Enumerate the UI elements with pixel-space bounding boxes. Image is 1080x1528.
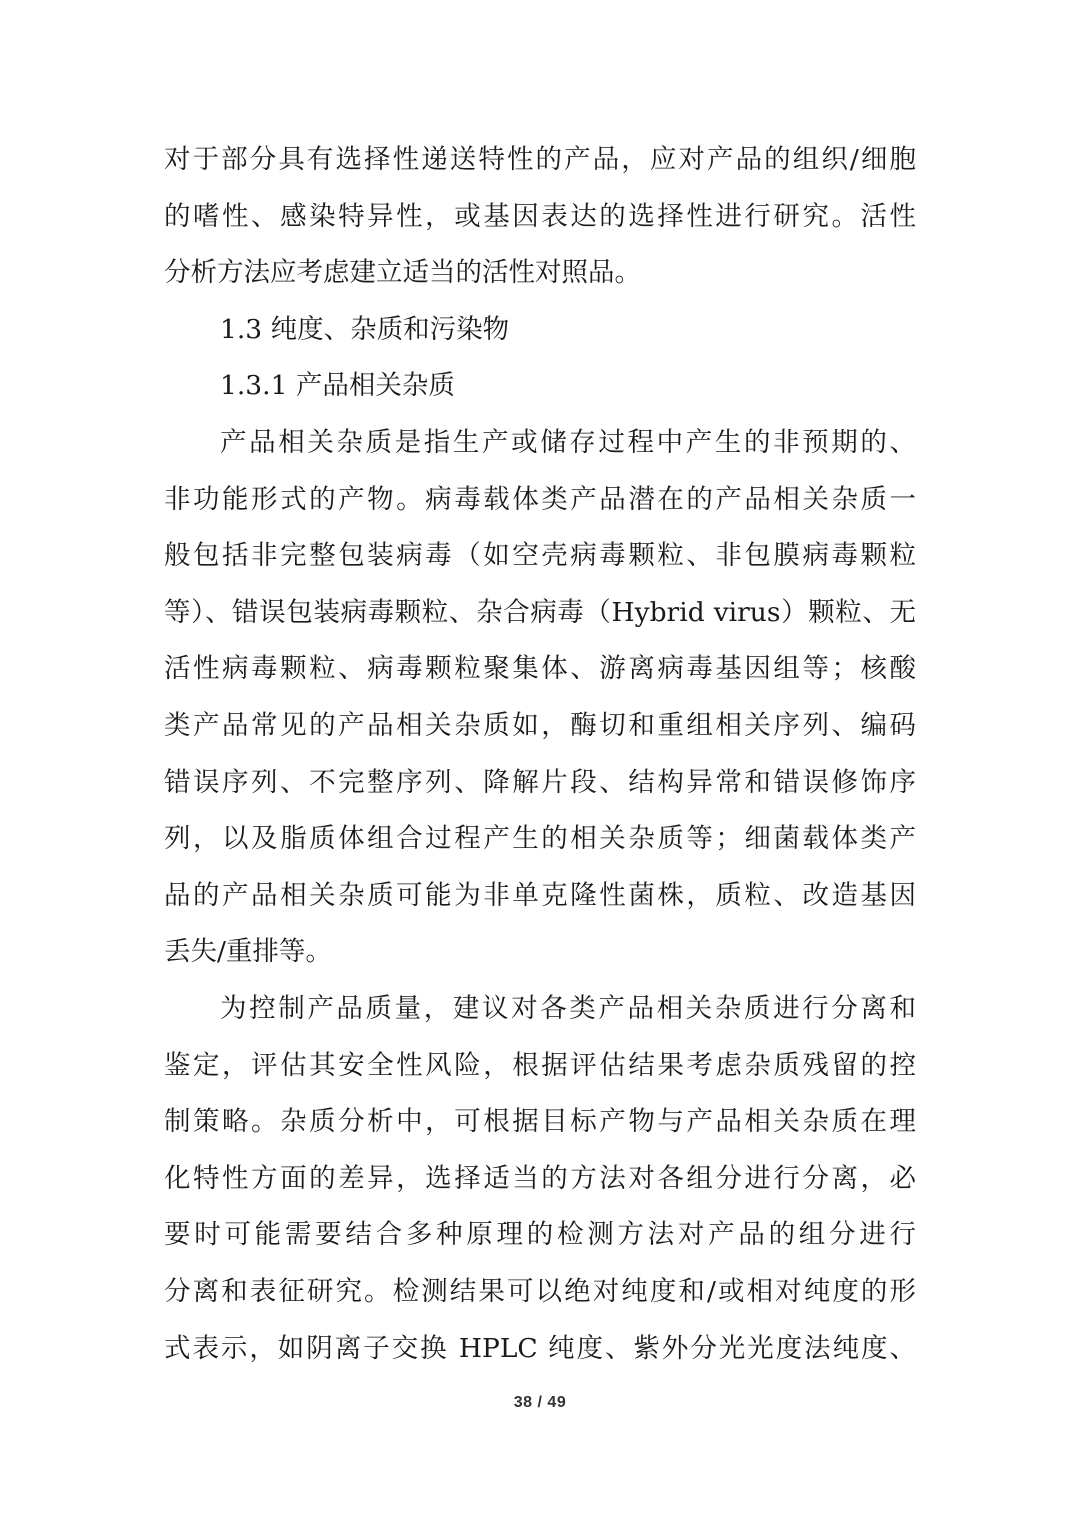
section-heading-1-3-1: 1.3.1 产品相关杂质 [220,370,455,401]
paragraph-line: 非功能形式的产物。病毒载体类产品潜在的产品相关杂质一 [164,484,916,515]
paragraph-line: 鉴定，评估其安全性风险，根据评估结果考虑杂质残留的控 [164,1050,916,1081]
paragraph-line: 分离和表征研究。检测结果可以绝对纯度和/或相对纯度的形 [164,1276,916,1307]
paragraph-line: 化特性方面的差异，选择适当的方法对各组分进行分离，必 [164,1163,916,1194]
paragraph-line: 对于部分具有选择性递送特性的产品，应对产品的组织/细胞 [164,144,916,175]
paragraph-line: 要时可能需要结合多种原理的检测方法对产品的组分进行 [164,1219,916,1250]
paragraph-line: 列，以及脂质体组合过程产生的相关杂质等；细菌载体类产 [164,823,916,854]
paragraph-line: 品的产品相关杂质可能为非单克隆性菌株，质粒、改造基因 [164,880,916,911]
paragraph-line: 错误序列、不完整序列、降解片段、结构异常和错误修饰序 [164,767,916,798]
section-heading-1-3: 1.3 纯度、杂质和污染物 [220,314,510,345]
paragraph-line: 丢失/重排等。 [164,936,332,967]
paragraph-line: 的嗜性、感染特异性，或基因表达的选择性进行研究。活性 [164,201,916,232]
paragraph-line: 活性病毒颗粒、病毒颗粒聚集体、游离病毒基因组等；核酸 [164,653,916,684]
paragraph-line: 般包括非完整包装病毒（如空壳病毒颗粒、非包膜病毒颗粒 [164,540,916,571]
page-number: 38 / 49 [513,1394,567,1411]
paragraph-line: 分析方法应考虑建立适当的活性对照品。 [164,257,641,288]
paragraph-line: 产品相关杂质是指生产或储存过程中产生的非预期的、 [220,427,916,458]
paragraph-line: 等）、错误包装病毒颗粒、杂合病毒（Hybrid virus）颗粒、无 [164,597,916,628]
paragraph-line: 类产品常见的产品相关杂质如，酶切和重组相关序列、编码 [164,710,916,741]
paragraph-line: 为控制产品质量，建议对各类产品相关杂质进行分离和 [220,993,916,1024]
paragraph-line: 制策略。杂质分析中，可根据目标产物与产品相关杂质在理 [164,1106,916,1137]
paragraph-line: 式表示，如阴离子交换 HPLC 纯度、紫外分光光度法纯度、 [164,1333,916,1364]
